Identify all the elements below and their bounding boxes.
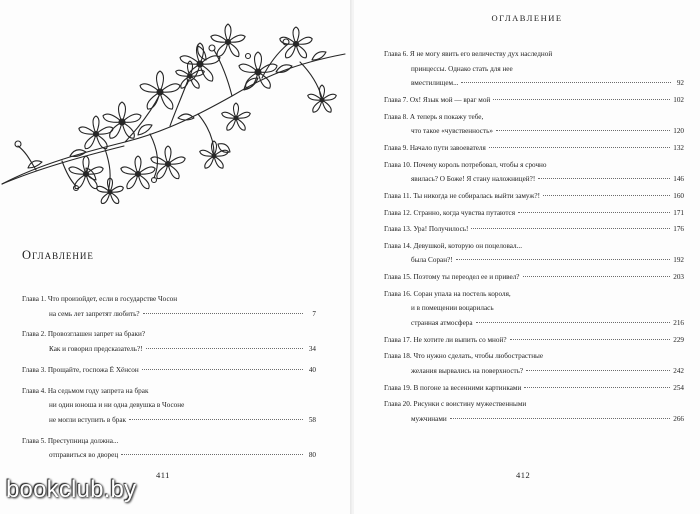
toc-entry xyxy=(22,292,316,321)
toc-entry xyxy=(384,93,684,108)
toc-entry xyxy=(384,158,684,187)
toc-entry xyxy=(384,189,684,204)
toc-entry-line xyxy=(384,316,684,331)
site-watermark: bookclub.by xyxy=(6,476,137,503)
toc-entry-line xyxy=(384,349,684,364)
toc-entry-line xyxy=(384,110,684,125)
cherry-blossom-illustration xyxy=(0,14,352,204)
right-page xyxy=(354,0,700,514)
dot-leader xyxy=(143,313,303,314)
chapter-title-text: Как и говорил предсказатель?! xyxy=(49,344,143,353)
toc-entry-line xyxy=(384,47,684,62)
chapter-page-number: 176 xyxy=(673,225,684,234)
chapter-title-text: вместилищем... xyxy=(411,79,459,88)
chapter-title-text: Глава 4. На седьмом году запрета на брак xyxy=(22,386,149,395)
dot-leader xyxy=(496,130,670,131)
toc-entry-line xyxy=(22,398,316,413)
toc-entry-line xyxy=(384,189,684,204)
dot-leader xyxy=(543,195,670,196)
chapter-title-text: Глава 8. А теперь я покажу тебе, xyxy=(384,112,484,121)
toc-entry-line xyxy=(384,206,684,221)
chapter-page-number: 132 xyxy=(673,143,684,152)
toc-entry-line xyxy=(384,333,684,348)
dot-leader xyxy=(538,178,670,179)
chapter-page-number: 254 xyxy=(673,383,684,392)
chapter-page-number: 34 xyxy=(308,344,316,353)
toc-entry-line xyxy=(384,76,684,91)
toc-entry-line xyxy=(22,307,316,322)
chapter-title-text: Глава 7. Ох! Язык мой — враг мой xyxy=(384,95,491,104)
chapter-page-number: 120 xyxy=(673,127,684,136)
chapter-title-text: была Соран?! xyxy=(411,256,453,265)
toc-entry xyxy=(384,47,684,91)
chapter-page-number: 192 xyxy=(673,256,684,265)
toc-entry-line xyxy=(384,93,684,108)
dot-leader xyxy=(510,339,671,340)
chapter-title-text: Глава 14. Девушкой, которую он поцеловал... xyxy=(384,241,523,250)
chapter-page-number: 216 xyxy=(673,319,684,328)
chapter-title-text: желания вырвались на поверхность? xyxy=(411,367,524,375)
toc-entry xyxy=(384,206,684,221)
chapter-page-number: 266 xyxy=(673,414,684,423)
dot-leader xyxy=(489,147,670,148)
toc-list-left xyxy=(22,292,316,469)
chapter-title-text: Глава 15. Поэтому ты переодел ее и привел? xyxy=(384,273,520,282)
toc-entry-line xyxy=(384,301,684,316)
dot-leader xyxy=(456,259,671,260)
toc-entry xyxy=(22,434,316,463)
toc-entry xyxy=(384,333,684,348)
chapter-title-text: Глава 17. Не хотите ли выпить со мной? xyxy=(384,335,507,344)
chapter-page-number: 80 xyxy=(308,451,316,460)
chapter-page-number: 146 xyxy=(673,175,684,184)
toc-entry xyxy=(384,381,684,396)
toc-entry-line xyxy=(22,292,316,307)
dot-leader xyxy=(493,99,670,100)
chapter-title-text: принцессы. Однако стать для нее xyxy=(411,64,513,73)
toc-heading: Оглавление xyxy=(22,248,94,262)
chapter-title-text: Глава 19. В погоне за весенними картинками xyxy=(384,383,522,392)
toc-entry-line xyxy=(384,172,684,187)
toc-entry-line xyxy=(384,62,684,77)
toc-entry xyxy=(384,222,684,237)
chapter-page-number: 7 xyxy=(312,309,316,318)
toc-entry-line xyxy=(384,222,684,237)
chapter-title-text: Глава 11. Ты никогда не собиралась выйти замуж?! xyxy=(384,191,540,200)
chapter-title-text: Глава 3. Прощайте, госпожа Ё Хёнсон xyxy=(22,365,139,374)
toc-entry-line xyxy=(22,384,316,399)
chapter-title-text: что такое «чувственность» xyxy=(411,127,493,136)
toc-entry xyxy=(384,110,684,139)
chapter-title-text: и в помещении воцарилась xyxy=(411,304,494,313)
dot-leader xyxy=(476,322,671,323)
toc-entry xyxy=(384,397,684,426)
chapter-title-text: Глава 9. Начало пути завоевателя xyxy=(384,143,486,152)
page-number-right: 412 xyxy=(516,470,531,480)
chapter-title-text: Глава 2. Провозглашен запрет на браки? xyxy=(22,330,146,339)
chapter-title-text: Глава 13. Ура! Получилось! xyxy=(384,225,469,234)
toc-entry-line xyxy=(22,434,316,449)
chapter-page-number: 58 xyxy=(308,415,316,424)
dot-leader xyxy=(450,418,670,419)
chapter-title-text: Глава 6. Я не могу явить его величеству дух наследной xyxy=(384,50,553,58)
toc-entry-line xyxy=(384,397,684,412)
toc-entry xyxy=(384,287,684,331)
chapter-title-text: Глава 10. Почему король потребовал, чтобы я срочно xyxy=(384,160,547,169)
toc-entry-line xyxy=(384,239,684,254)
chapter-page-number: 203 xyxy=(673,273,684,282)
chapter-title-text: мужчинами xyxy=(411,414,447,423)
chapter-title-text: Глава 12. Странно, когда чувства путаются xyxy=(384,208,516,217)
chapter-title-text: Глава 18. Что нужно сделать, чтобы любострастные xyxy=(384,352,544,361)
toc-list-right xyxy=(384,47,684,429)
toc-entry-line xyxy=(384,270,684,285)
chapter-title-text: Глава 1. Что произойдет, если в государстве Чосон xyxy=(22,295,178,303)
toc-entry-line xyxy=(384,141,684,156)
toc-entry xyxy=(384,239,684,268)
chapter-page-number: 102 xyxy=(673,95,684,104)
dot-leader xyxy=(523,276,671,277)
toc-entry-line xyxy=(384,124,684,139)
chapter-page-number: 171 xyxy=(673,208,684,217)
toc-entry-line xyxy=(384,364,684,379)
chapter-page-number: 242 xyxy=(673,367,684,375)
dot-leader xyxy=(518,212,670,213)
chapter-title-text: Глава 16. Соран упала на постель короля, xyxy=(384,289,511,298)
chapter-title-text: отправиться во дворец xyxy=(49,451,119,460)
toc-entry-line xyxy=(22,342,316,357)
chapter-page-number: 160 xyxy=(673,191,684,200)
toc-entry-line xyxy=(22,413,316,428)
chapter-page-number: 92 xyxy=(676,79,684,88)
toc-entry-line xyxy=(22,363,316,378)
chapter-title-text: на семь лет запретят любить? xyxy=(49,309,140,318)
toc-entry-line xyxy=(22,448,316,463)
dot-leader xyxy=(121,454,303,455)
dot-leader xyxy=(129,419,303,420)
toc-entry xyxy=(384,349,684,378)
dot-leader xyxy=(461,82,671,83)
toc-entry-line xyxy=(384,412,684,427)
chapter-title-text: странная атмосфера xyxy=(411,319,473,328)
chapter-title-text: ни один юноша и ни одна девушка в Чосоне xyxy=(49,401,185,410)
chapter-page-number: 40 xyxy=(308,365,316,374)
toc-entry xyxy=(22,384,316,428)
chapter-title-text: Глава 20. Рисунки с воистину мужественными xyxy=(384,400,527,409)
toc-entry-line xyxy=(384,287,684,302)
chapter-title-text: Глава 5. Преступница должна... xyxy=(22,436,119,445)
dot-leader xyxy=(526,370,670,371)
chapter-page-number: 229 xyxy=(673,335,684,344)
toc-entry-line xyxy=(384,381,684,396)
dot-leader xyxy=(471,228,670,229)
dot-leader xyxy=(142,369,303,370)
toc-entry xyxy=(384,141,684,156)
toc-entry xyxy=(22,327,316,356)
toc-entry-line xyxy=(384,253,684,268)
toc-entry-line xyxy=(22,327,316,342)
toc-running-heading: ОГЛАВЛЕНИЕ xyxy=(491,13,563,23)
toc-entry xyxy=(22,363,316,378)
toc-entry xyxy=(384,270,684,285)
dot-leader xyxy=(524,387,670,388)
toc-entry-line xyxy=(384,158,684,173)
dot-leader xyxy=(146,348,303,349)
chapter-title-text: не могли вступить в брак xyxy=(49,415,127,424)
chapter-title-text: явилась? О Боже! Я стану наложницей?! xyxy=(411,175,536,184)
page-number-left: 411 xyxy=(156,470,170,480)
